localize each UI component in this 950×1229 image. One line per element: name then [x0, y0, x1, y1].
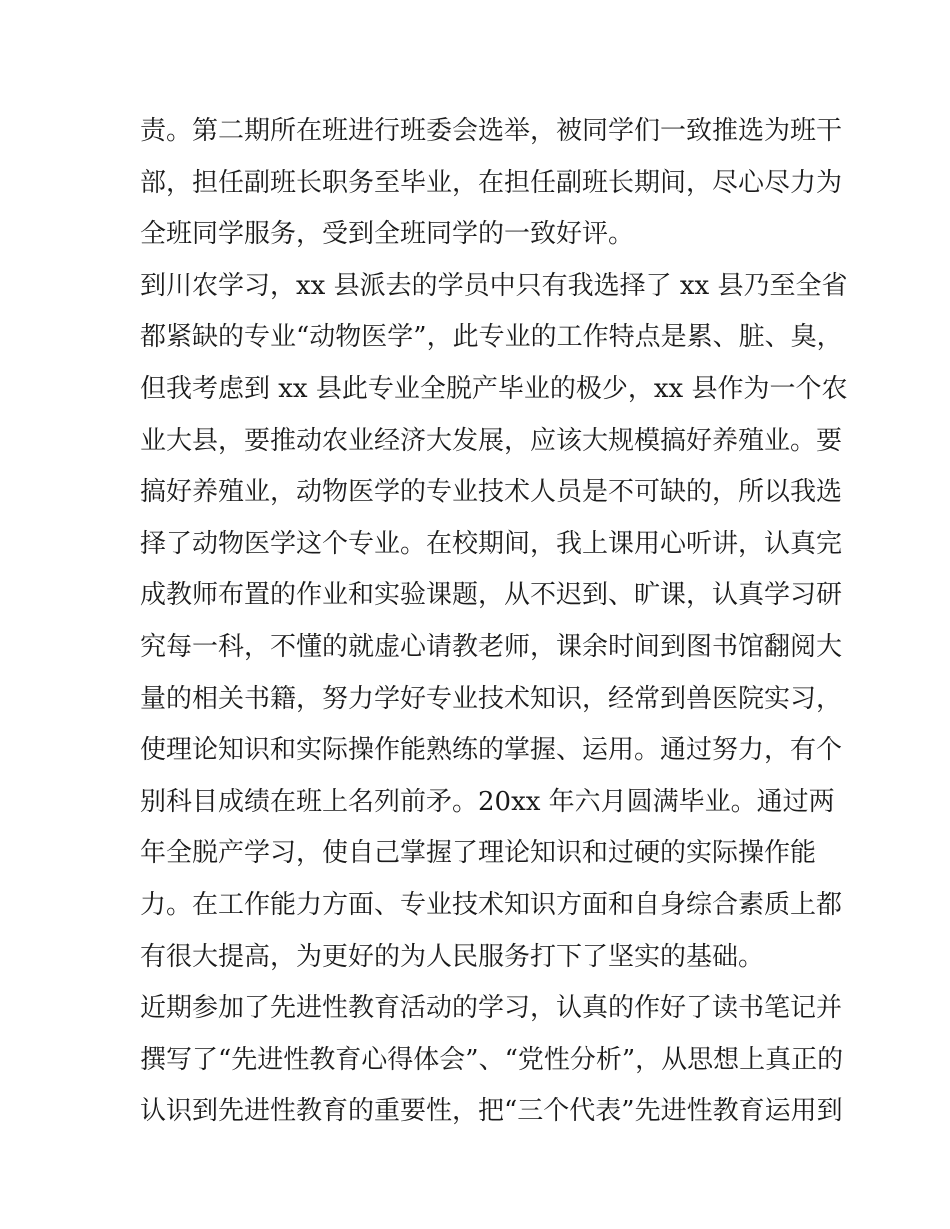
text-line: 力。在工作能力方面、专业技术知识方面和自身综合素质上都 [140, 889, 843, 920]
text-line: 成教师布置的作业和实验课题，从不迟到、旷课，认真学习研 [140, 580, 843, 611]
text-line: 择了动物医学这个专业。在校期间，我上课用心听讲，认真完 [140, 528, 843, 559]
text-line: 部，担任副班长职务至毕业，在担任副班长期间，尽心尽力为 [140, 167, 843, 198]
text-line: 别科目成绩在班上名列前矛。20xx 年六月圆满毕业。通过两 [140, 786, 835, 817]
text-line: 责。第二期所在班进行班委会选举，被同学们一致推选为班干 [140, 116, 843, 146]
text-line: 究每一科，不懂的就虚心请教老师，课余时间到图书馆翻阅大 [140, 631, 843, 662]
text-line: 认识到先进性教育的重要性，把“三个代表”先进性教育运用到 [140, 1096, 843, 1127]
text-line: 都紧缺的专业“动物医学”，此专业的工作特点是累、脏、臭， [140, 322, 843, 353]
text-line: 但我考虑到 xx 县此专业全脱产毕业的极少，xx 县作为一个农 [140, 373, 848, 404]
text-line: 年全脱产学习，使自己掌握了理论知识和过硬的实际操作能 [140, 838, 817, 869]
text-line: 有很大提高，为更好的为人民服务打下了坚实的基础。 [140, 941, 765, 972]
text-line: 使理论知识和实际操作能熟练的掌握、运用。通过努力，有个 [140, 735, 843, 766]
text-line: 搞好养殖业，动物医学的专业技术人员是不可缺的，所以我选 [140, 477, 843, 508]
document-body [140, 106, 848, 1138]
text-line: 全班同学服务，受到全班同学的一致好评。 [140, 219, 635, 250]
text-line: 近期参加了先进性教育活动的学习，认真的作好了读书笔记并 [140, 993, 843, 1024]
text-line: 到川农学习，xx 县派去的学员中只有我选择了 xx 县乃至全省 [140, 270, 848, 301]
text-line: 量的相关书籍，努力学好专业技术知识，经常到兽医院实习， [140, 683, 843, 714]
text-line: 撰写了“先进性教育心得体会”、“党性分析”，从思想上真正的 [140, 1044, 844, 1075]
text-line: 业大县，要推动农业经济大发展，应该大规模搞好养殖业。要 [140, 425, 843, 456]
